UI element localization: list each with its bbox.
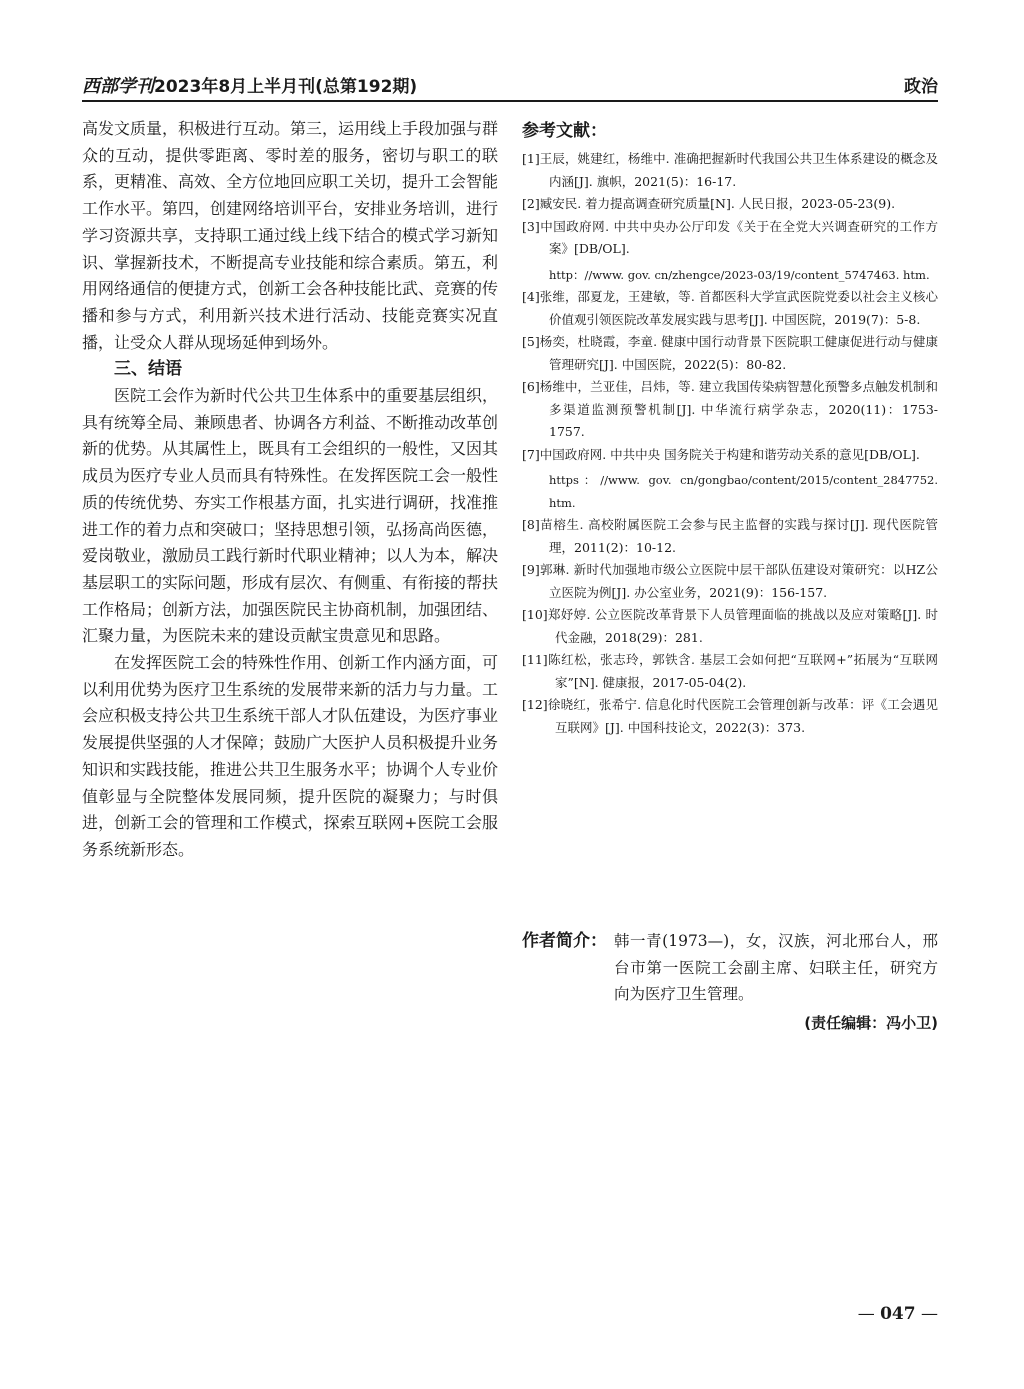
reference-item: [6]杨维中，兰亚佳，吕炜，等. 建立我国传染病智慧化预警多点触发机制和多渠道监测预警机制[J]. 中华流行病学杂志，2020(11)：1753-1757. [522, 379, 938, 439]
journal-masthead [82, 72, 417, 98]
author-bio [522, 928, 938, 1008]
dash-left: — [857, 1304, 881, 1324]
left-column [82, 116, 498, 864]
reference-item: [2]臧安民. 着力提高调查研究质量[N]. 人民日报，2023-05-23(9). [522, 196, 896, 211]
reference-item: [4]张维，邵夏龙，王建敏，等. 首都医科大学宣武医院党委以社会主义核心价值观引领医院改革发展实践与思考[J]. 中国医院，2019(7)：5-8. [522, 289, 938, 327]
dash-right: — [915, 1304, 938, 1324]
responsible-editor: (责任编辑：冯小卫) [804, 1014, 938, 1032]
reference-item: [12]徐晓红，张希宁. 信息化时代医院工会管理创新与改革：评《工会遇见互联网》[J]. 中国科技论文，2022(3)：373. [522, 697, 938, 735]
reference-item: [10]郑妤婷. 公立医院改革背景下人员管理面临的挑战以及应对策略[J]. 时代金融，2018(29)：281. [522, 607, 938, 645]
references-title: 参考文献： [522, 121, 607, 141]
reference-list [522, 148, 938, 739]
section-heading-conclusion: 三、结语 [114, 359, 182, 380]
author-bio-text: 韩一青(1973—)，女，汉族，河北邢台人，邢台市第一医院工会副主席、妇联主任，研究方向为医疗卫生管理。 [614, 932, 938, 1003]
reference-item: [9]郭琳. 新时代加强地市级公立医院中层干部队伍建设对策研究：以HZ公立医院为例[J]. 办公室业务，2021(9)：156-157. [522, 562, 938, 600]
reference-item: [3]中国政府网. 中共中央办公厅印发《关于在全党大兴调查研究的工作方案》[DB/OL]. http：//www. gov. cn/zhengce/2023-03/19/content_5747463. htm. [522, 216, 938, 287]
author-bio-label: 作者简介： [522, 931, 607, 951]
reference-url: http：//www. gov. cn/zhengce/2023-03/19/content_5747463. htm. [549, 267, 930, 282]
issue-info: 2023年8月上半月刊(总第192期) [154, 77, 418, 97]
reference-item: [1]王辰，姚建红，杨维中. 准确把握新时代我国公共卫生体系建设的概念及内涵[J]. 旗帜，2021(5)：16-17. [522, 151, 938, 189]
page-number [858, 1304, 938, 1324]
body-paragraph-2: 医院工会作为新时代公共卫生体系中的重要基层组织，具有统筹全局、兼顾患者、协调各方利益、不断推动改革创新的优势。从其属性上，既具有工会组织的一般性，又因其成员为医疗专业人员而具有特殊性。在发挥医院工会一般性质的传统优势、夯实工作根基方面，扎实进行调研，找准推进工作的着力点和突破口；坚持思想引领，弘扬高尚医德，爱岗敬业，激励员工践行新时代职业精神；以人为本，解决基层职工的实际问题，形成有层次、有侧重、有衔接的帮扶工作格局；创新方法，加强医院民主协商机制，加强团结、汇聚力量，为医院未来的建设贡献宝贵意见和思路。 [82, 386, 499, 646]
reference-item: [7]中国政府网. 中共中央 国务院关于构建和谐劳动关系的意见[DB/OL]. https：//www. gov. cn/gongbao/content/2015/content_2847752. htm. [522, 444, 938, 515]
running-header [82, 70, 938, 102]
reference-url: https：//www. gov. cn/gongbao/content/2015/content_2847752. htm. [549, 473, 938, 510]
body-paragraph-1: 高发文质量，积极进行互动。第三，运用线上手段加强与群众的互动，提供零距离、零时差的服务，密切与职工的联系，更精准、高效、全方位地回应职工关切，提升工会智能工作水平。第四，创建网络培训平台，安排业务培训，进行学习资源共享，支持职工通过线上线下结合的模式学习新知识、掌握新技术，不断提高专业技能和综合素质。第五，利用网络通信的便捷方式，创新工会各种技能比武、竞赛的传播和参与方式，利用新兴技术进行活动、技能竞赛实况直播，让受众人群从现场延伸到场外。 [82, 119, 499, 352]
body-paragraph-3: 在发挥医院工会的特殊性作用、创新工作内涵方面，可以利用优势为医疗卫生系统的发展带来新的活力与力量。工会应积极支持公共卫生系统干部人才队伍建设，为医疗事业发展提供坚强的人才保障；鼓励广大医护人员积极提升业务知识和实践技能，推进公共卫生服务水平；协调个人专业价值彰显与全院整体发展同频，提升医院的凝聚力；与时俱进，创新工会的管理和工作模式，探索互联网+医院工会服务系统新形态。 [82, 653, 499, 859]
journal-logo: 西部学刊 [82, 76, 154, 97]
right-column [522, 118, 938, 739]
page-number-value: 047 [880, 1304, 916, 1324]
section-tag: 政治 [904, 77, 938, 97]
reference-item: [8]苗榕生. 高校附属医院工会参与民主监督的实践与探讨[J]. 现代医院管理，2011(2)：10-12. [522, 517, 938, 555]
reference-item: [5]杨奕，杜晓霞，李童. 健康中国行动背景下医院职工健康促进行动与健康管理研究[J]. 中国医院，2022(5)：80-82. [522, 334, 938, 372]
reference-item: [11]陈红松，张志玲，郭铁含. 基层工会如何把“互联网+”拓展为“互联网家”[N]. 健康报，2017-05-04(2). [522, 652, 938, 690]
